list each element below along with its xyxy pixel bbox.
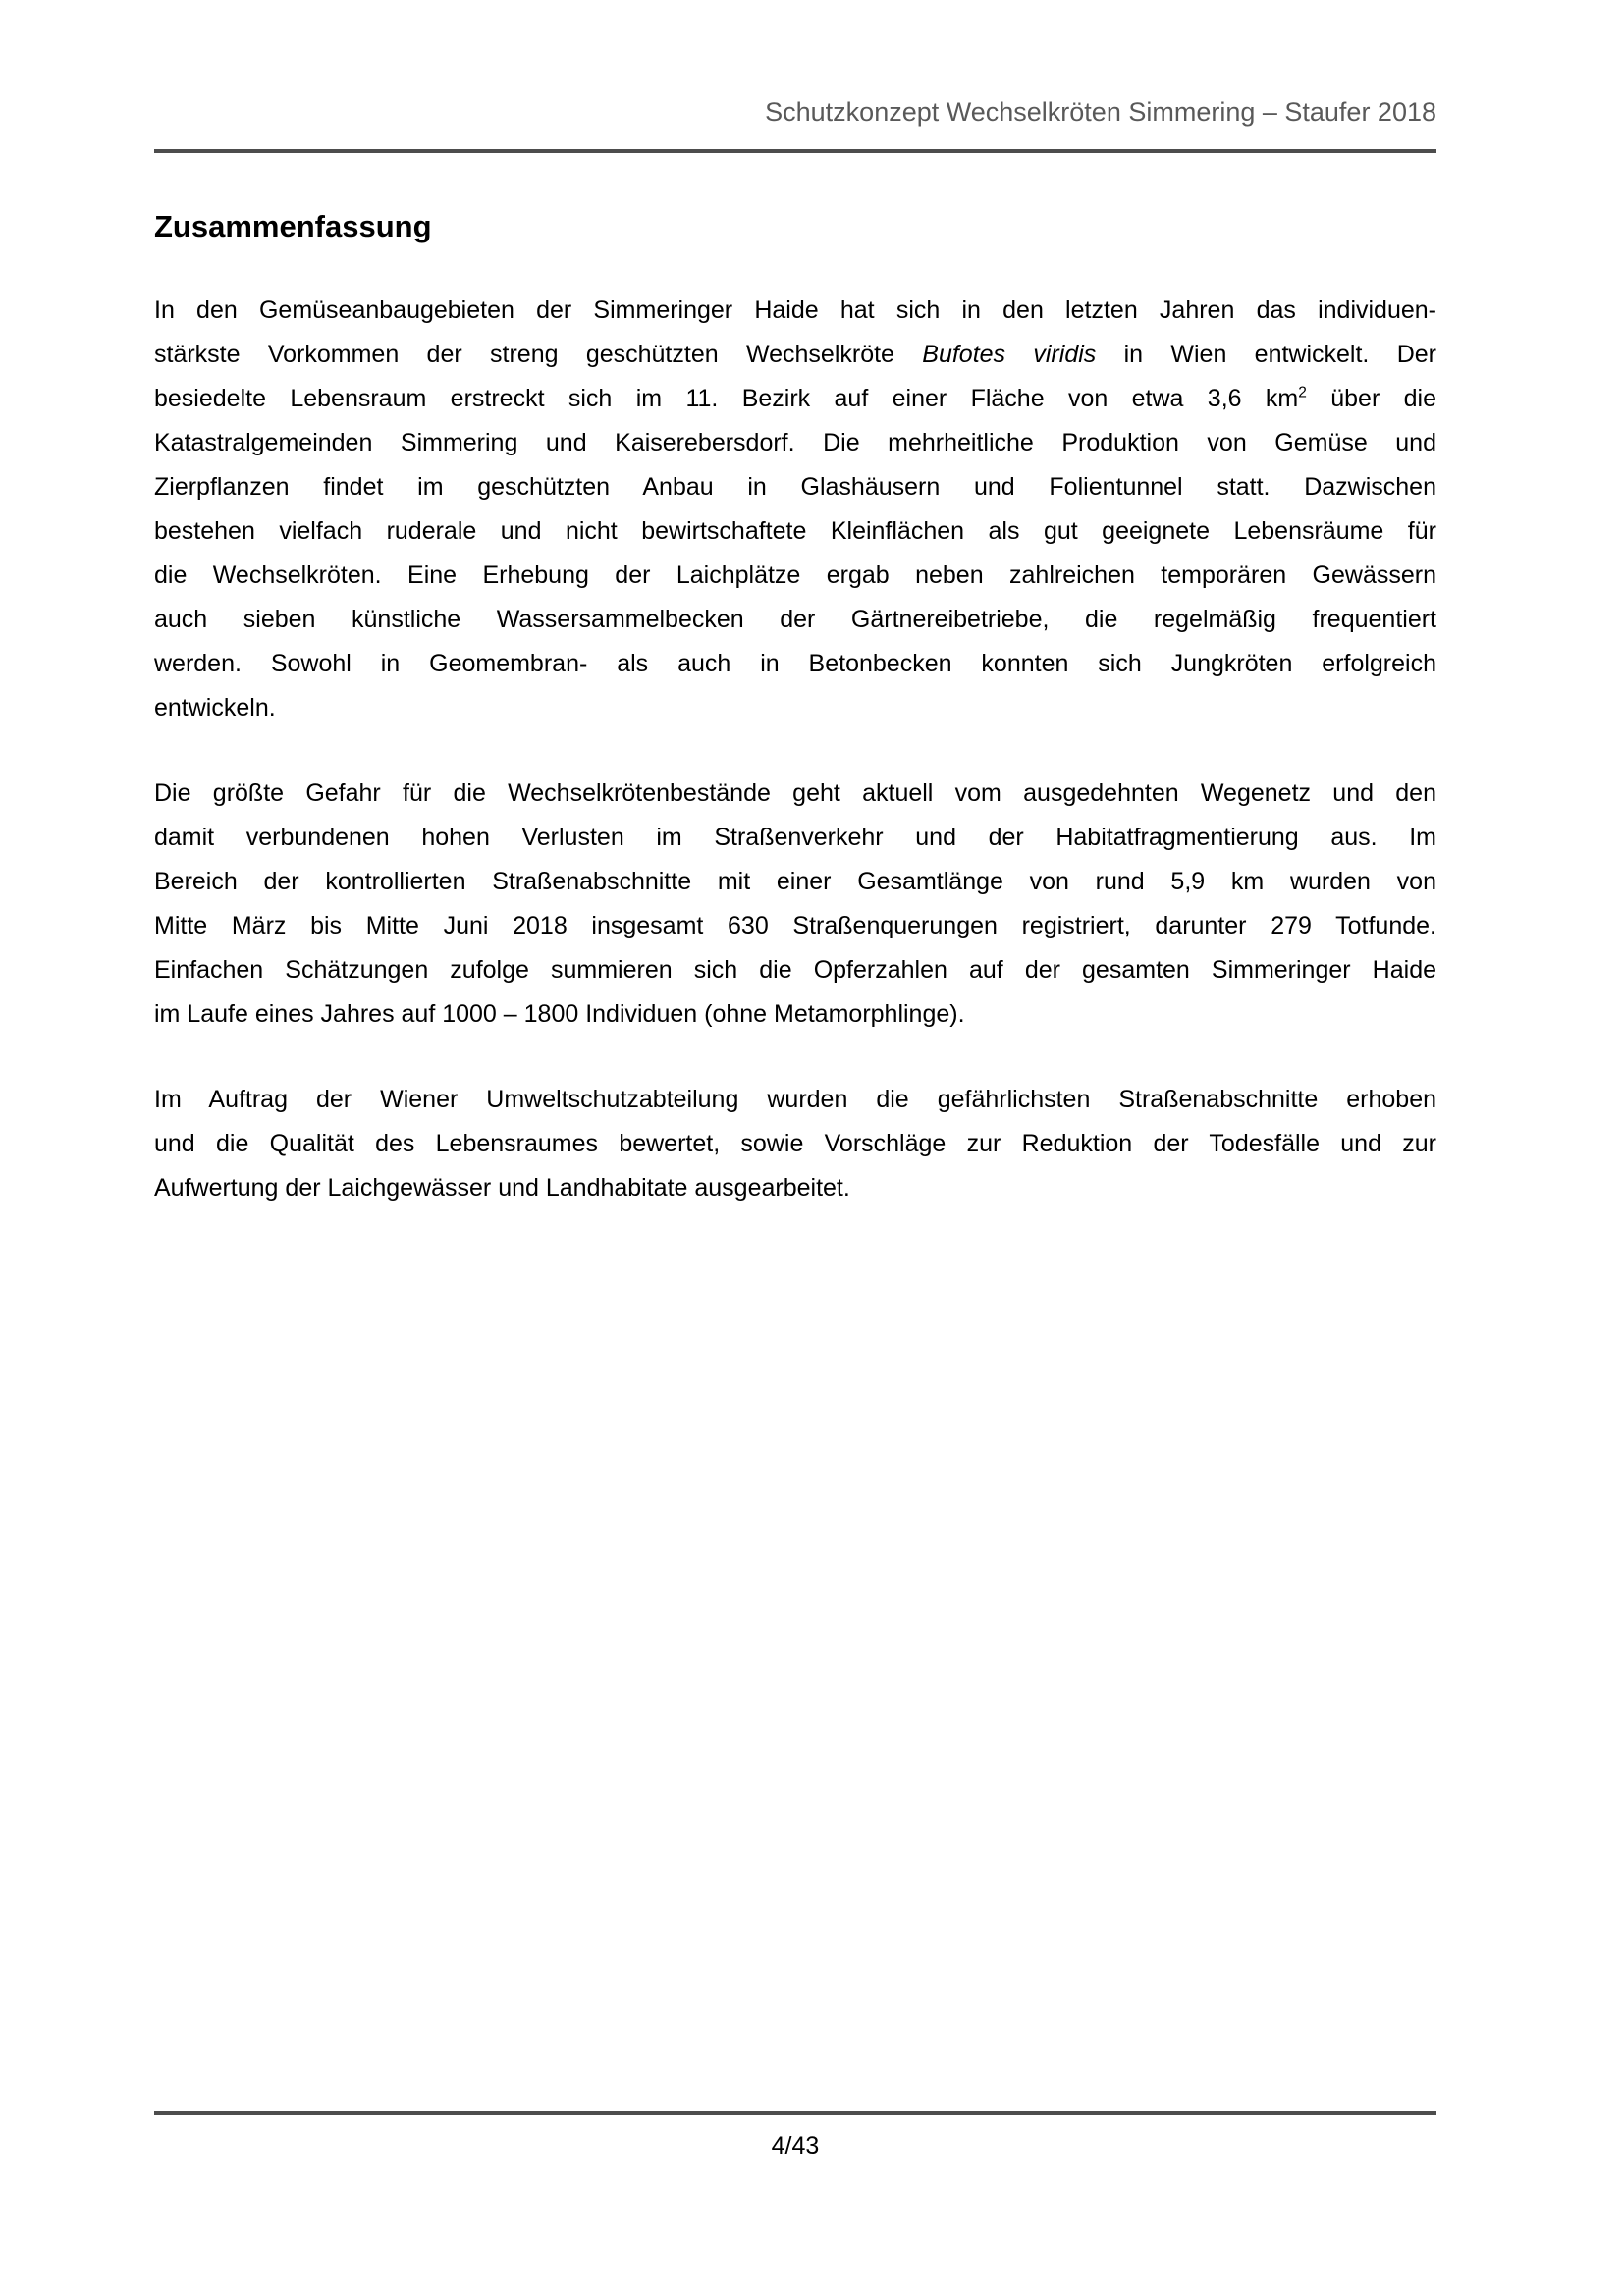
text-line: Aufwertung der Laichgewässer und Landhabitate ausgearbeitet. bbox=[154, 1174, 850, 1201]
text-line: Die größte Gefahr für die Wechselkrötenbestände geht aktuell vom ausgedehnten Wegenetz und den bbox=[154, 779, 1436, 807]
text-line: werden. Sowohl in Geomembran- als auch in Betonbecken konnten sich Jungkröten erfolgreich bbox=[154, 650, 1436, 677]
section-heading: Zusammenfassung bbox=[154, 209, 432, 243]
text-line: Einfachen Schätzungen zufolge summieren sich die Opferzahlen auf der gesamten Simmeringer Haide bbox=[154, 956, 1436, 984]
text-segment: stärkste Vorkommen der streng geschützten Wechselkröte bbox=[154, 341, 923, 368]
paragraph-2 bbox=[154, 772, 1436, 1037]
text-line: entwickeln. bbox=[154, 694, 276, 721]
text-line: Mitte März bis Mitte Juni 2018 insgesamt 630 Straßenquerungen registriert, darunter 279 Totfunde. bbox=[154, 912, 1436, 939]
text-line: damit verbundenen hohen Verlusten im Straßenverkehr und der Habitatfragmentierung aus. Im bbox=[154, 824, 1436, 851]
text-line bbox=[154, 333, 1436, 377]
text-line: auch sieben künstliche Wassersammelbecken der Gärtnereibetriebe, die regelmäßig frequentiert bbox=[154, 606, 1436, 633]
text-line: und die Qualität des Lebensraumes bewertet, sowie Vorschläge zur Reduktion der Todesfälle und zur bbox=[154, 1130, 1436, 1157]
text-line: Katastralgemeinden Simmering und Kaiserebersdorf. Die mehrheitliche Produktion von Gemüse und bbox=[154, 429, 1436, 456]
text-line: bestehen vielfach ruderale und nicht bewirtschaftete Kleinflächen als gut geeignete Lebensräume für bbox=[154, 517, 1436, 545]
text-segment: über die bbox=[1306, 385, 1436, 412]
text-line: im Laufe eines Jahres auf 1000 – 1800 Individuen (ohne Metamorphlinge). bbox=[154, 1000, 965, 1028]
page-number: 4/43 bbox=[771, 2132, 820, 2160]
text-line: In den Gemüseanbaugebieten der Simmeringer Haide hat sich in den letzten Jahren das individuen- bbox=[154, 296, 1436, 324]
page-header-title: Schutzkonzept Wechselkröten Simmering – Staufer 2018 bbox=[765, 97, 1436, 127]
superscript-exponent: 2 bbox=[1298, 384, 1307, 401]
text-segment: besiedelte Lebensraum erstreckt sich im 11. Bezirk auf einer Fläche von etwa 3,6 km bbox=[154, 385, 1299, 412]
paragraph-3 bbox=[154, 1078, 1436, 1210]
text-line: Zierpflanzen findet im geschützten Anbau in Glashäusern und Folientunnel statt. Dazwischen bbox=[154, 473, 1436, 501]
page-footer bbox=[0, 2111, 1623, 2161]
text-line: die Wechselkröten. Eine Erhebung der Laichplätze ergab neben zahlreichen temporären Gewässern bbox=[154, 561, 1436, 589]
text-line: Im Auftrag der Wiener Umweltschutzabteilung wurden die gefährlichsten Straßenabschnitte erhoben bbox=[154, 1086, 1436, 1113]
text-line: Bereich der kontrollierten Straßenabschnitte mit einer Gesamtlänge von rund 5,9 km wurden von bbox=[154, 868, 1436, 895]
text-line bbox=[154, 377, 1436, 421]
paragraph-1 bbox=[154, 289, 1436, 730]
header-rule bbox=[154, 149, 1436, 153]
text-segment: in Wien entwickelt. Der bbox=[1096, 341, 1436, 368]
species-name-italic: Bufotes viridis bbox=[922, 341, 1097, 368]
